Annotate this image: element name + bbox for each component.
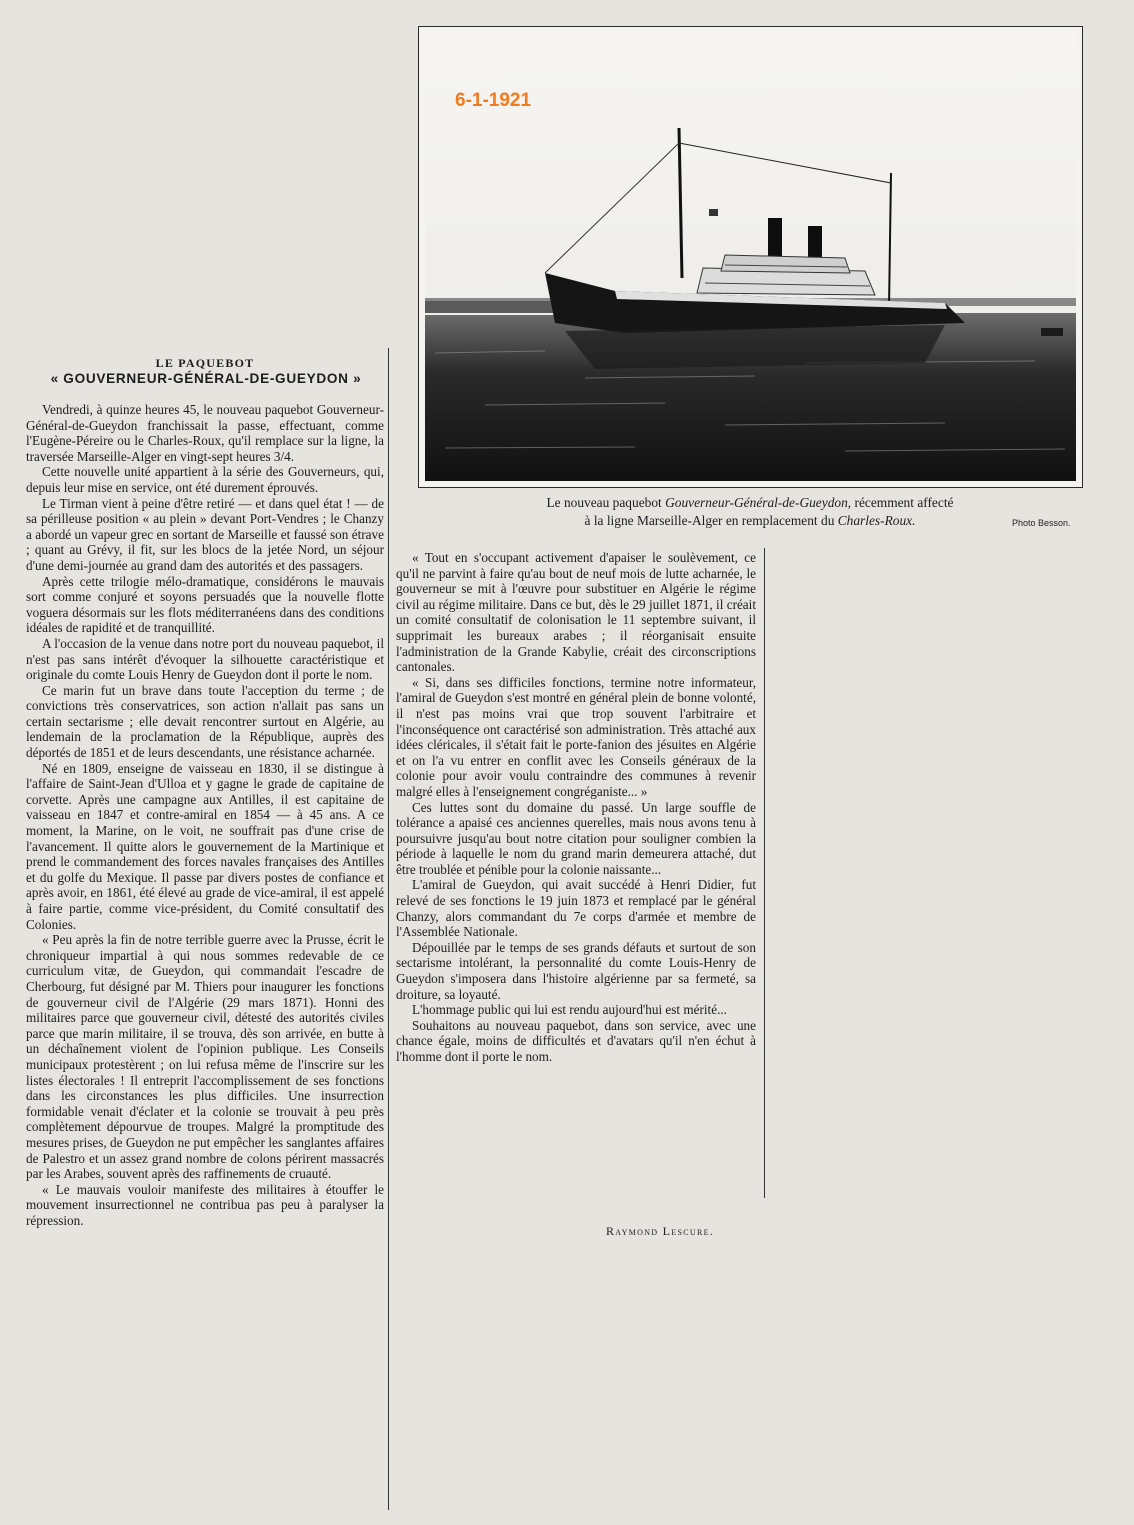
paragraph: Souhaitons au nouveau paquebot, dans son service, avec une chance égale, moins de difficultés et d'avatars qu'il n'en échut à l'homme dont il porte le nom. <box>396 1017 756 1064</box>
paragraph: « Le mauvais vouloir manifeste des militaires à étouffer le mouvement insurrectionnel ne contribua pas peu à paralyser la répression. <box>26 1181 384 1228</box>
article-kicker: LE PAQUEBOT <box>155 356 255 370</box>
article-column-2 <box>396 550 756 1065</box>
paragraph: A l'occasion de la venue dans notre port du nouveau paquebot, il n'est pas sans intérêt d'évoquer la silhouette caractéristique et originale du comte Louis Henry de Gueydon dont il porte le nom. <box>26 635 384 683</box>
photo-caption: Le nouveau paquebot Gouverneur-Général-de-Gueydon, récemment affecté à la ligne Marseille-Alger en remplacement du Charles-Roux. <box>546 495 954 528</box>
paragraph: Après cette trilogie mélo-dramatique, considérons le mauvais sort comme conjuré et soyons persuadés que la nouvelle flotte voguera désormais sur les flots méditerranéens dans des conditions idéales de rapidité et de tranquillité. <box>26 573 384 636</box>
paragraph: L'hommage public qui lui est rendu aujourd'hui est mérité... <box>412 1002 727 1018</box>
paragraph: Né en 1809, enseigne de vaisseau en 1830, il se distingue à l'affaire de Saint-Jean d'Ulloa et y gagne le grade de capitaine de corvette. Après une campagne aux Antilles, il est capitaine de vaisseau en 1847 et contre-amiral en 1854 — à 45 ans. A ce moment, la Marine, on le voit, ne souffrait pas d'une crise de l'avancement. Il quitte alors le gouvernement de la Martinique et prend le commandement des forces navales françaises des Antilles et du golfe du Mexique. Il passe par divers postes de confiance et après avoir, en 1861, été élevé au grade de vice-amiral, il est appelé à faire partie, comme vice-président, du Comité consultatif des Colonies. <box>26 760 384 932</box>
paragraph: « Tout en s'occupant activement d'apaiser le soulèvement, ce qu'il ne parvint à faire qu'au bout de neuf mois de lutte acharnée, le gouverneur se mit à l'œuvre pour substituer en Algérie le régime civil au régime militaire. Dans ce but, dès le 29 juillet 1871, il créait un comité consultatif de colonisation le 11 septembre suivant, il supprimait les bureaux arabes ; il réorganisait ensuite l'administration de la Grande Kabylie, créait des circonscriptions cantonales. <box>396 550 756 675</box>
paragraph: « Peu après la fin de notre terrible guerre avec la Prusse, écrit le chroniqueur impartial à qui nous sommes redevable de ce curriculum vitæ, de Gueydon, qui commandait l'escadre de Cherbourg, fut désigné par M. Thiers pour inaugurer les fonctions de gouverneur civil de l'Algérie (29 mars 1871). Honni des militaires parce que gouverneur civil, détesté des autorités civiles parce que marin militaire, il se trouva, dès son arrivée, en butte à un déchaînement violent de l'opinion publique. Les Conseils municipaux protestèrent ; on lui refusa même de l'inscrire sur les listes électorales ! Il entreprit l'accomplissement de ses fonctions dans les circonstances les plus difficiles. Une insurrection formidable venait d'éclater et la colonie se trouvait à peu près complètement dépourvue de troupes. Malgré la promptitude des mesures prises, de Gueydon ne put empêcher les sanglantes affaires de Palestro et un assez grand nombre de colons périrent massacrés par les Arabes, souvent après des raffinements de cruauté. <box>26 932 384 1182</box>
paragraph: Vendredi, à quinze heures 45, le nouveau paquebot Gouverneur-Général-de-Gueydon franchissait la passe, effectuant, comme l'Eugène-Péreire ou le Charles-Roux, qu'il remplace sur la ligne, la traversée Marseille-Alger en vingt-sept heures 3/4. <box>26 402 384 464</box>
photo-credit: Photo Besson. <box>1012 518 1071 528</box>
paragraph: Dépouillée par le temps de ses grands défauts et surtout de son sectarisme intolérant, la personnalité du comte Louis-Henry de Gueydon s'imposera dans l'histoire algérienne par sa fermeté, sa droiture, sa loyauté. <box>396 939 756 1002</box>
column-rule <box>388 348 389 1510</box>
paragraph: Le Tirman vient à peine d'être retiré — et dans quel état ! — de sa périlleuse position « au plein » devant Port-Vendres ; le Chanzy a abordé un vapeur grec en sortant de Marseille et faussé son étrave ; quant au Grévy, il fit, sur les blocs de la jetée Nord, un séjour d'une demi-journée au grand dam des autorités et des passagers. <box>26 495 384 573</box>
paragraph: L'amiral de Gueydon, qui avait succédé à Henri Didier, fut relevé de ses fonctions le 19 juin 1873 et remplacé par le général Chanzy, alors commandant du 7e corps d'armée et membre de l'Assemblée Nationale. <box>396 877 756 940</box>
paragraph: Cette nouvelle unité appartient à la série des Gouverneurs, qui, depuis leur mise en service, ont été durement éprouvés. <box>26 464 384 495</box>
paragraph: Ces luttes sont du domaine du passé. Un large souffle de tolérance a apaisé ces anciennes querelles, mais nous avons tenu à poursuivre jusqu'au bout notre citation pour souligner combien la période à laquelle le nom du grand marin demeurera attaché, dut être troublée et pénible pour la colonie naissante... <box>396 799 756 877</box>
article-column-1 <box>26 402 384 1228</box>
date-stamp: 6-1-1921 <box>455 90 532 111</box>
paragraph: « Si, dans ses difficiles fonctions, termine notre informateur, l'amiral de Gueydon s'est montré en général plein de bonne volonté, il n'est pas moins vrai que trop souvent l'arbitraire et l'inconséquence ont caractérisé son administration. Très attaché aux idées cléricales, il s'était fait le porte-fanion des jésuites en Algérie et on l'a vu entrer en conflit avec les Conseils généraux de la colonie pour avoir voulu contraindre des communes à revenir malgré elles à l'enseignement congréganiste... » <box>396 674 756 799</box>
article-title: « GOUVERNEUR-GÉNÉRAL-DE-GUEYDON » <box>50 371 362 386</box>
paragraph: Ce marin fut un brave dans toute l'acception du terme ; de convictions très conservatrices, son action n'allait pas sans un certain sectarisme ; elle devait rencontrer surtout en Algérie, au lendemain de la proclamation de la République, auprès des déportés de 1851 et de leurs descendants, une résistance acharnée. <box>26 682 384 761</box>
author-signature: Raymond Lescure. <box>606 1224 715 1238</box>
column-rule <box>764 548 765 1198</box>
